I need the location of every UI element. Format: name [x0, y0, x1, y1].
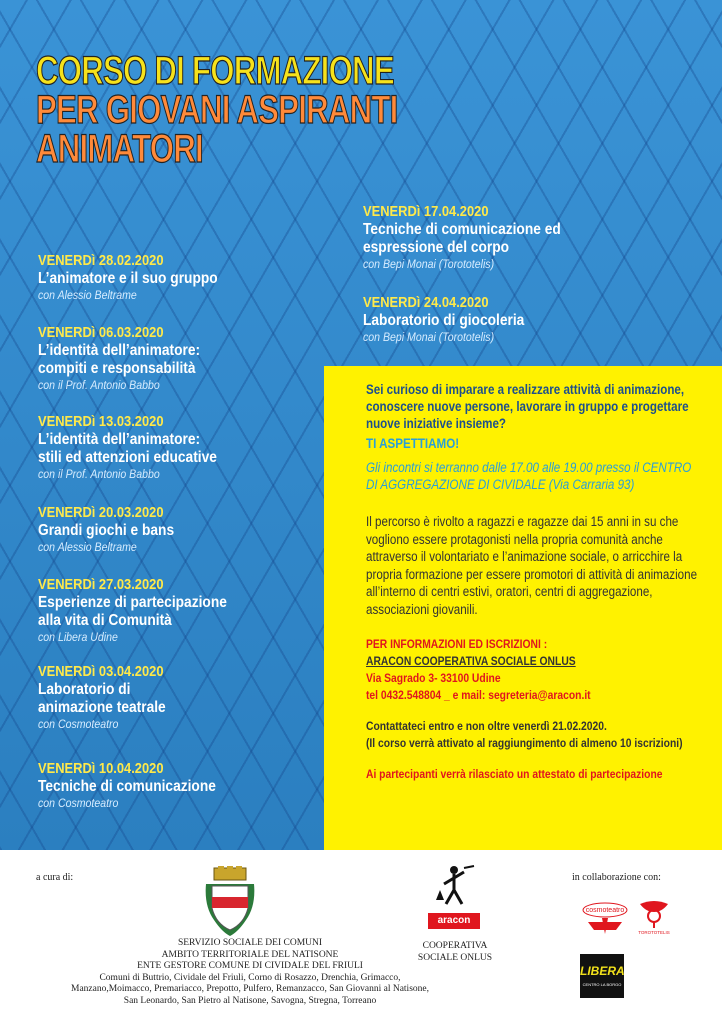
event-speaker: con il Prof. Antonio Babbo: [38, 378, 160, 392]
event-8: [363, 203, 663, 272]
event-speaker: con il Prof. Antonio Babbo: [38, 467, 160, 481]
cooperative-line-2: SOCIALE ONLUS: [417, 952, 493, 963]
course-title: [36, 49, 398, 171]
event-date: VENERDì 03.04.2020: [38, 663, 164, 680]
aracon-wordmark: aracon: [428, 913, 480, 929]
title-line-3: ANIMATORI: [36, 127, 203, 171]
info-box: [324, 366, 722, 850]
cooperative-line-1: COOPERATIVA: [422, 941, 488, 951]
organizer-name: ARACON COOPERATIVA SOCIALE ONLUS: [366, 654, 576, 668]
event-speaker: con Cosmoteatro: [38, 796, 119, 810]
event-date: VENERDì 13.03.2020: [38, 413, 164, 430]
organizer-address: Via Sagrado 3- 33100 Udine: [366, 671, 501, 685]
torototelis-wordmark: TOROTOTELIS: [638, 930, 670, 935]
libera-wordmark: LIBERA: [580, 964, 625, 978]
collaboration-label: in collaborazione con:: [572, 872, 661, 883]
event-title: Esperienze di partecipazione alla vita di Comunità: [38, 594, 227, 629]
organizer-contacts: tel 0432.548804 _ e mail: segreteria@aracon.it: [366, 688, 591, 702]
event-4: [38, 504, 338, 555]
service-name: SERVIZIO SOCIALE DEI COMUNI: [177, 938, 323, 948]
event-title: Tecniche di comunicazione ed espressione del corpo: [363, 221, 561, 256]
service-area: AMBITO TERRITORIALE DEL NATISONE: [161, 949, 339, 960]
social-service-text: [40, 938, 460, 1007]
invitation-question: Sei curioso di imparare a realizzare attività di animazione, conoscere nuove persone, lavorare in gruppo e progettare nuove iniziative insieme?: [366, 382, 689, 431]
cooperative-text: [415, 941, 495, 964]
municipalities-list: Comuni di Buttrio, Cividale del Friuli, Corno di Rosazzo, Drenchia, Grimacco, Manzano,Moimacco, Premariacco, Prepotto, Pulfero, Remanzacco, San Giovanni al Natisone, San Leonardo, San Pietro al Natisone, Savogna, Stregna, Torreano: [71, 972, 429, 1006]
torototelis-logo: [636, 898, 672, 936]
contact-info: [366, 636, 706, 783]
event-title: L’identità dell’animatore: compiti e responsabilità: [38, 342, 201, 377]
cividale-crest-icon: [200, 866, 260, 938]
libera-logo: [580, 954, 624, 998]
title-line-1: CORSO DI FORMAZIONE: [36, 49, 394, 93]
certificate-note: Ai partecipanti verrà rilasciato un attestato di partecipazione: [366, 767, 663, 781]
libera-subtitle: CENTRO LA BORGO: [582, 982, 622, 987]
activation-note: (Il corso verrà attivato al raggiungimento di almeno 10 iscrizioni): [366, 736, 683, 750]
event-speaker: con Bepi Monai (Torototelis): [363, 330, 495, 344]
event-title: L’animatore e il suo gruppo: [38, 270, 218, 287]
event-5: [38, 576, 338, 645]
event-title: L’identità dell’animatore: stili ed attenzioni educative: [38, 431, 217, 466]
cosmoteatro-logo: [582, 900, 628, 936]
event-9: [363, 294, 663, 345]
deadline-note: Contattateci entro e non oltre venerdì 21.02.2020.: [366, 719, 607, 733]
event-speaker: con Bepi Monai (Torototelis): [363, 257, 495, 271]
event-date: VENERDì 20.03.2020: [38, 504, 164, 521]
event-speaker: con Alessio Beltrame: [38, 540, 137, 554]
event-speaker: con Alessio Beltrame: [38, 288, 137, 302]
footer: [0, 850, 722, 1024]
event-3: [38, 413, 338, 482]
event-title: Laboratorio di giocoleria: [363, 312, 525, 329]
event-title: Tecniche di comunicazione: [38, 778, 216, 795]
event-6: [38, 663, 338, 732]
event-7: [38, 760, 338, 811]
quixote-figure-icon: [428, 864, 480, 908]
title-line-2: PER GIOVANI ASPIRANTI: [36, 88, 398, 132]
info-heading: PER INFORMAZIONI ED ISCRIZIONI :: [366, 637, 548, 651]
event-speaker: con Cosmoteatro: [38, 717, 119, 731]
aracon-logo: [428, 864, 480, 926]
event-2: [38, 324, 338, 393]
event-title: Grandi giochi e bans: [38, 522, 175, 539]
meeting-details: Gli incontri si terranno dalle 17.00 alle 19.00 presso il CENTRO DI AGGREGAZIONE DI CIVIDALE (Via Carraria 93): [366, 460, 692, 492]
invitation-callout: TI ASPETTIAMO!: [366, 436, 460, 451]
event-date: VENERDì 28.02.2020: [38, 252, 164, 269]
event-date: VENERDì 24.04.2020: [363, 294, 489, 311]
cosmoteatro-wordmark: cosmoteatro: [585, 907, 625, 914]
event-date: VENERDì 27.03.2020: [38, 576, 164, 593]
event-date: VENERDì 17.04.2020: [363, 203, 489, 220]
service-entity: ENTE GESTORE COMUNE DI CIVIDALE DEL FRIULI: [137, 961, 363, 971]
event-1: [38, 252, 338, 303]
event-speaker: con Libera Udine: [38, 630, 118, 644]
curated-by-label: a cura di:: [36, 872, 74, 883]
course-description: Il percorso è rivolto a ragazzi e ragazze dai 15 anni in su che vogliono essere protagonisti nella propria comunità anche attraverso il volontariato e l’animazione sociale, o arricchire la propria formazione per essere promotori di attività di animazione all’interno di centri estivi, oratori, centri di aggregazione, associazioni giovanili.: [366, 514, 698, 617]
event-date: VENERDì 10.04.2020: [38, 760, 164, 777]
event-date: VENERDì 06.03.2020: [38, 324, 164, 341]
event-title: Laboratorio di animazione teatrale: [38, 681, 166, 716]
